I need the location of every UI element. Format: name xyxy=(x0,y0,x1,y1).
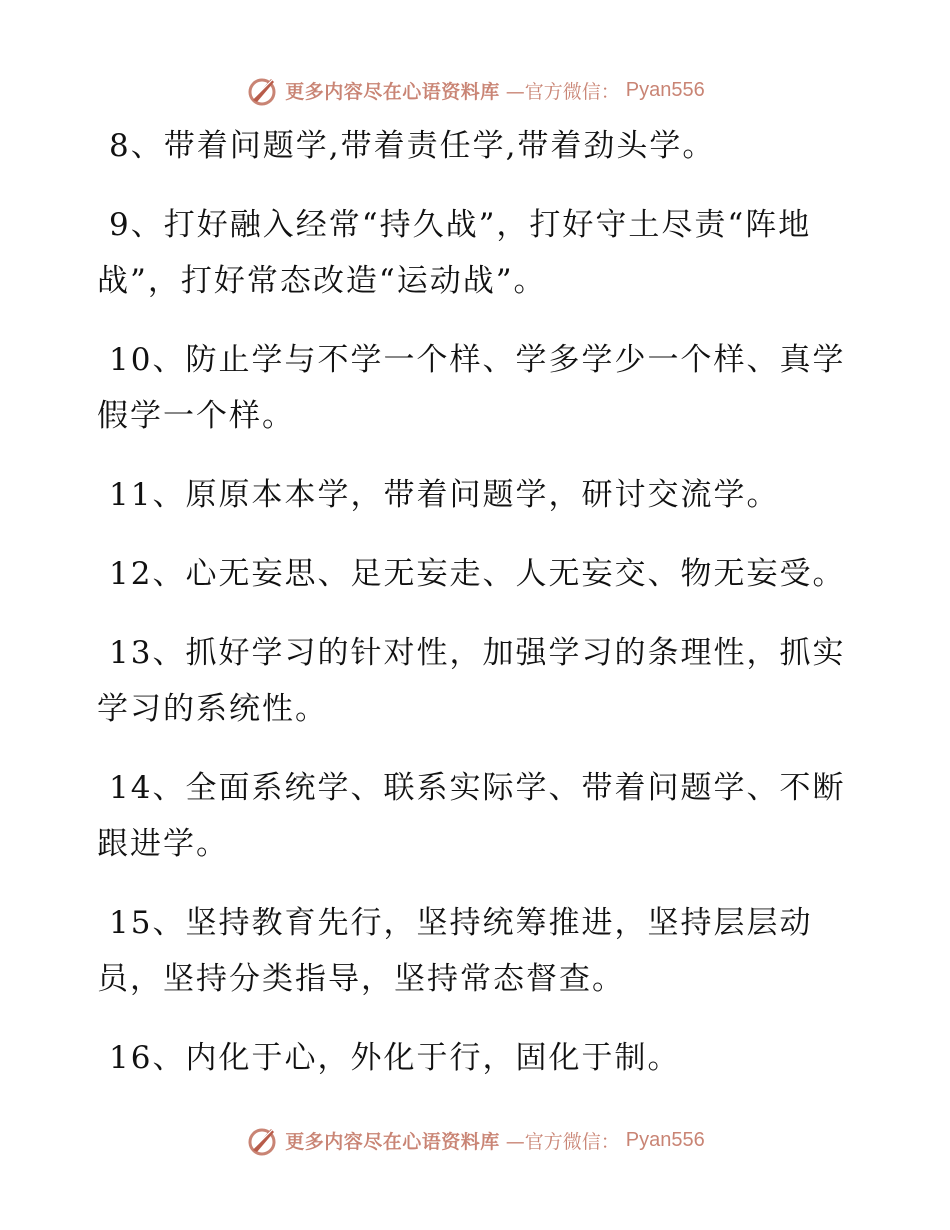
watermark-text: 更多内容尽在心语资料库 xyxy=(285,80,500,103)
document-body xyxy=(97,118,857,1109)
watermark-separator: —官方微信： xyxy=(505,80,620,103)
quill-logo-icon xyxy=(245,73,279,107)
list-item: 9、打好融入经常“持久战”，打好守土尽责“阵地战”，打好常态改造“运动战”。 xyxy=(97,207,812,299)
quill-logo-icon xyxy=(245,1123,279,1157)
list-item: 10、防止学与不学一个样、学多学少一个样、真学假学一个样。 xyxy=(97,342,846,434)
watermark-wechat-id: Pyan556 xyxy=(625,78,705,101)
watermark-wechat-id: Pyan556 xyxy=(625,1128,705,1151)
list-item: 16、内化于心，外化于行，固化于制。 xyxy=(109,1040,681,1076)
list-item: 13、抓好学习的针对性，加强学习的条理性，抓实学习的系统性。 xyxy=(97,635,846,727)
watermark-separator: —官方微信： xyxy=(505,1130,620,1153)
list-item: 15、坚持教育先行，坚持统筹推进，坚持层层动员，坚持分类指导，坚持常态督查。 xyxy=(97,905,813,997)
header-watermark xyxy=(0,70,950,110)
list-item: 12、心无妄思、足无妄走、人无妄交、物无妄受。 xyxy=(109,556,846,592)
list-item: 14、全面系统学、联系实际学、带着问题学、不断跟进学。 xyxy=(97,770,846,862)
footer-watermark xyxy=(0,1120,950,1160)
list-item: 8、带着问题学,带着责任学,带着劲头学。 xyxy=(109,128,716,164)
list-item: 11、原原本本学，带着问题学，研讨交流学。 xyxy=(109,477,780,513)
watermark-text: 更多内容尽在心语资料库 xyxy=(285,1130,500,1153)
